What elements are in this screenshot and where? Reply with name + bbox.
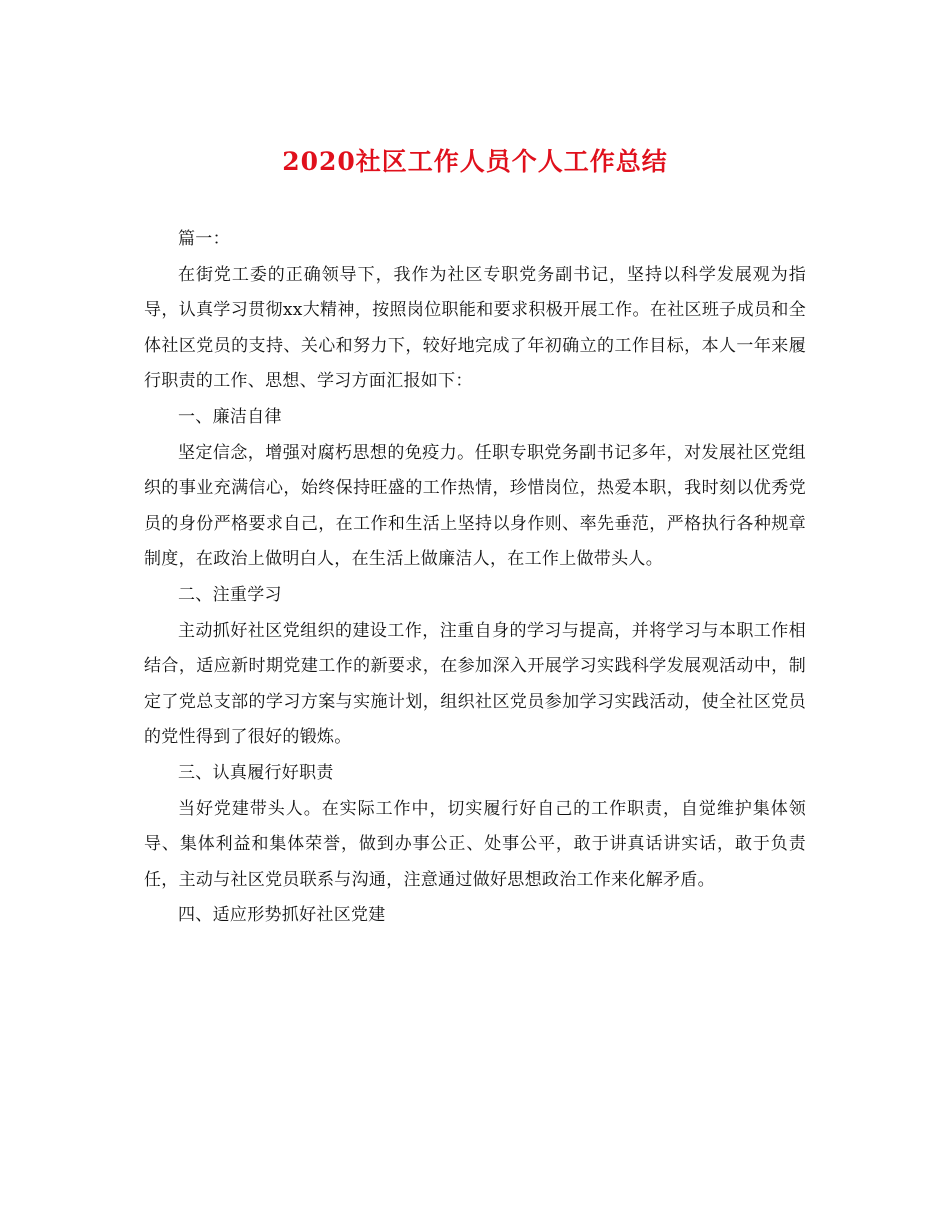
section-label: 篇一： xyxy=(178,229,230,249)
body-paragraph: 当好党建带头人。在实际工作中，切实履行好自己的工作职责，自觉维护集体领导、集体利益和集体荣誉，做到办事公正、处事公平，敢于讲真话讲实话，敢于负责任，主动与社区党员联系与沟通，注意通过做好思想政治工作来化解矛盾。 xyxy=(144,798,806,890)
document-body xyxy=(144,222,806,934)
section-heading: 四、适应形势抓好社区党建 xyxy=(178,905,386,926)
section-heading: 二、注重学习 xyxy=(178,584,282,605)
section-heading: 三、认真履行好职责 xyxy=(178,762,334,783)
document-title: 2020社区工作人员个人工作总结 xyxy=(282,147,668,176)
body-paragraph: 主动抓好社区党组织的建设工作，注重自身的学习与提高，并将学习与本职工作相结合，适应新时期党建工作的新要求，在参加深入开展学习实践科学发展观活动中，制定了党总支部的学习方案与实施计划，组织社区党员参加学习实践活动，使全社区党员的党性得到了很好的锻炼。 xyxy=(144,620,806,748)
body-paragraph: 在街党工委的正确领导下，我作为社区专职党务副书记，坚持以科学发展观为指导，认真学习贯彻xx大精神，按照岗位职能和要求积极开展工作。在社区班子成员和全体社区党员的支持、关心和努力下，较好地完成了年初确立的工作目标，本人一年来履行职责的工作、思想、学习方面汇报如下： xyxy=(144,264,806,392)
section-heading: 一、廉洁自律 xyxy=(178,406,282,427)
body-paragraph: 坚定信念，增强对腐朽思想的免疫力。任职专职党务副书记多年，对发展社区党组织的事业充满信心，始终保持旺盛的工作热情，珍惜岗位，热爱本职，我时刻以优秀党员的身份严格要求自己，在工作和生活上坚持以身作则、率先垂范，严格执行各种规章制度，在政治上做明白人，在生活上做廉洁人，在工作上做带头人。 xyxy=(144,442,806,570)
